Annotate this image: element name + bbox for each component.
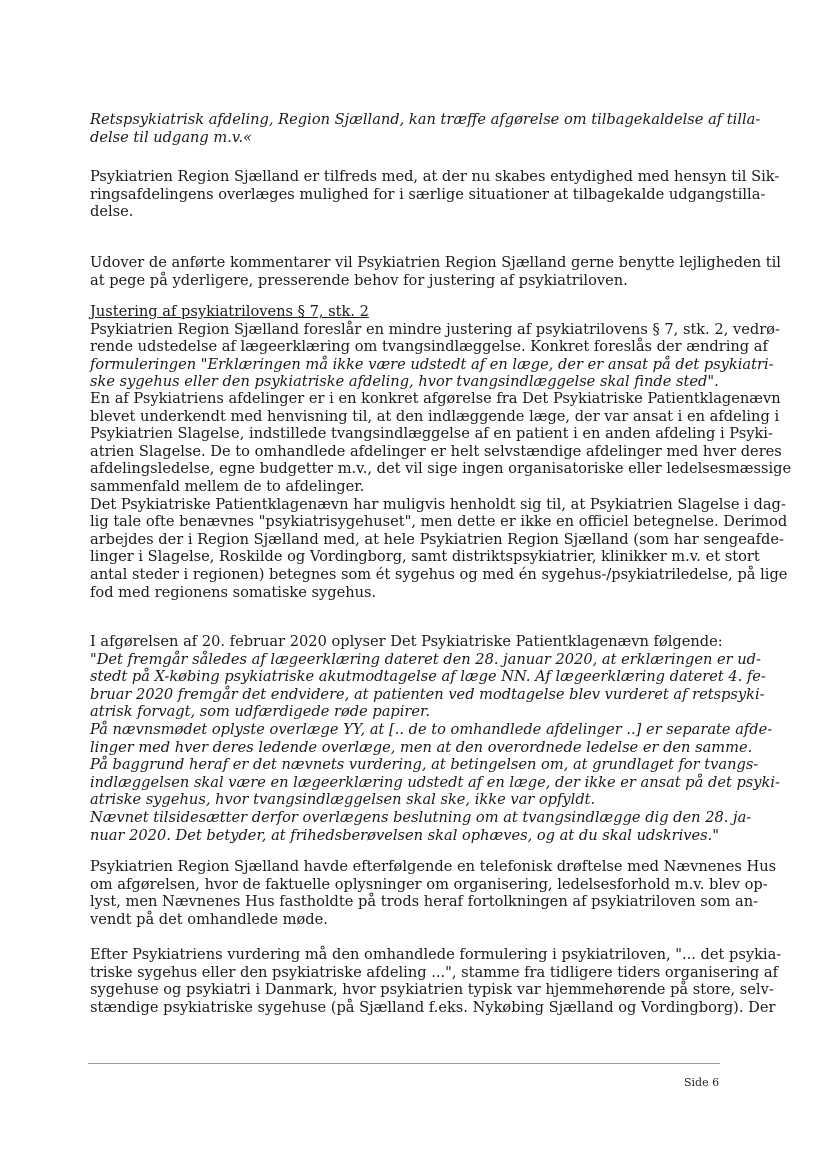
text-line: rende udstedelse af lægeerklæring om tvangsindlæggelse. Konkret foreslås der ændring af xyxy=(90,338,768,356)
paragraph-satisfaction xyxy=(90,168,780,221)
text-line: Udover de anførte kommentarer vil Psykiatrien Region Sjælland gerne benytte lejligheden til xyxy=(90,254,781,271)
text-line: arbejdes der i Region Sjælland med, at hele Psykiatrien Region Sjælland (som har sengeafde- xyxy=(90,530,784,548)
footer-divider xyxy=(88,1063,720,1064)
text-line: stændige psykiatriske sygehuse (på Sjælland f.eks. Nykøbing Sjælland og Vordingborg). Der xyxy=(90,998,776,1016)
paragraph-quote-intro xyxy=(90,111,761,146)
text-line: indlæggelsen skal være en lægeerklæring udstedt af en læge, der ikke er ansat på det psyki- xyxy=(90,773,780,791)
text-line: blevet underkendt med henvisning til, at den indlæggende læge, der var ansat i en afdeling i xyxy=(90,407,780,425)
text-line: delse til udgang m.v.« xyxy=(90,128,252,146)
paragraph-decision-quote xyxy=(90,633,780,844)
text-line: "Det fremgår således af lægeerklæring dateret den 28. januar 2020, at erklæringen er ud- xyxy=(90,650,761,668)
text-line: På baggrund heraf er det nævnets vurdering, at betingelsen om, at grundlaget for tvangs- xyxy=(90,756,759,774)
paragraph-assessment xyxy=(90,946,782,1016)
text-line: bruar 2020 fremgår det endvidere, at patienten ved modtagelse blev vurderet af retspsyki- xyxy=(90,685,765,703)
text-line: Psykiatrien Slagelse, indstillede tvangsindlæggelse af en patient i en anden afdeling i Psyki- xyxy=(90,425,773,443)
text-line: linger med hver deres ledende overlæge, men at den overordnede ledelse er den samme. xyxy=(90,738,753,756)
text-line: Psykiatrien Region Sjælland foreslår en mindre justering af psykiatrilovens § 7, stk. 2, vedrø- xyxy=(90,320,780,338)
text-line: atriske sygehus, hvor tvangsindlæggelsen skal ske, ikke var opfyldt. xyxy=(90,791,596,809)
text-line: sammenfald mellem de to afdelinger. xyxy=(90,477,365,495)
text-line: Psykiatrien Region Sjælland havde efterfølgende en telefonisk drøftelse med Nævnenes Hus xyxy=(90,858,777,875)
text-line: Psykiatrien Region Sjælland er tilfreds med, at der nu skabes entydighed med hensyn til Sik- xyxy=(90,168,780,185)
section-block xyxy=(90,303,780,391)
paragraph-case-description xyxy=(90,390,792,601)
text-line: En af Psykiatriens afdelinger er i en konkret afgørelse fra Det Psykiatriske Patientklagenævn xyxy=(90,390,781,407)
text-line: lig tale ofte benævnes "psykiatrisygehuset", men dette er ikke en officiel betegnelse. Derimod xyxy=(90,513,788,531)
text-line: om afgørelsen, hvor de faktuelle oplysninger om organisering, ledelsesforhold m.v. blev op- xyxy=(90,875,768,893)
text-line: afdelingsledelse, egne budgetter m.v., det vil sige ingen organisatoriske eller ledelsesmæssige xyxy=(90,460,792,478)
page-number: Side 6 xyxy=(684,1076,720,1089)
text-line: delse. xyxy=(90,203,134,221)
text-line: formuleringen "Erklæringen må ikke være udstedt af en læge, der er ansat på det psykiatri- xyxy=(90,355,774,373)
text-line: stedt på X-købing psykiatriske akutmodtagelse af læge NN. Af lægeerklæring dateret 4. fe- xyxy=(90,668,766,686)
text-line: nuar 2020. Det betyder, at frihedsberøvelsen skal ophæves, og at du skal udskrives." xyxy=(90,826,720,844)
text-line: På nævnsmødet oplyste overlæge YY, at [.. de to omhandlede afdelinger ..] er separate afde- xyxy=(90,720,773,738)
text-line: vendt på det omhandlede møde. xyxy=(90,910,328,928)
paragraph-phone-discussion xyxy=(90,858,777,928)
text-line: linger i Slagelse, Roskilde og Vordingborg, samt distriktspsykiatrier, klinikker m.v. et stort xyxy=(90,548,760,566)
text-line: at pege på yderligere, presserende behov for justering af psykiatriloven. xyxy=(90,271,628,289)
text-line: fod med regionens somatiske sygehus. xyxy=(90,583,377,601)
text-line: atrien Slagelse. De to omhandlede afdelinger er helt selvstændige afdelinger med hver deres xyxy=(90,442,782,460)
text-line: triske sygehus eller den psykiatriske afdeling ...", stamme fra tidligere tiders organisering af xyxy=(90,963,779,981)
section-heading: Justering af psykiatrilovens § 7, stk. 2 xyxy=(90,303,369,320)
text-line: Nævnet tilsidesætter derfor overlægens beslutning om at tvangsindlægge dig den 28. ja- xyxy=(90,808,752,826)
text-line: ske sygehus eller den psykiatriske afdeling, hvor tvangsindlæggelse skal finde sted". xyxy=(90,373,719,391)
text-line: Det Psykiatriske Patientklagenævn har muligvis henholdt sig til, at Psykiatrien Slagelse i dag- xyxy=(90,495,786,513)
text-line: ringsafdelingens overlæges mulighed for i særlige situationer at tilbagekalde udgangstilla- xyxy=(90,185,766,203)
text-line: antal steder i regionen) betegnes som ét sygehus og med én sygehus-/psykiatriledelse, på lige xyxy=(90,565,788,583)
text-line: I afgørelsen af 20. februar 2020 oplyser Det Psykiatriske Patientklagenævn følgende: xyxy=(90,633,723,650)
paragraph-additional-needs xyxy=(90,254,781,289)
text-line: atrisk forvagt, som udfærdigede røde papirer. xyxy=(90,703,431,721)
text-line: lyst, men Nævnenes Hus fastholdte på trods heraf fortolkningen af psykiatriloven som an- xyxy=(90,893,759,911)
text-line: Retspsykiatrisk afdeling, Region Sjælland, kan træffe afgørelse om tilbagekaldelse af tilla- xyxy=(90,111,761,128)
text-line: sygehuse og psykiatri i Danmark, hvor psykiatrien typisk var hjemmehørende på store, selv- xyxy=(90,981,774,999)
text-line: Efter Psykiatriens vurdering må den omhandlede formulering i psykiatriloven, "... det psykia- xyxy=(90,946,782,963)
